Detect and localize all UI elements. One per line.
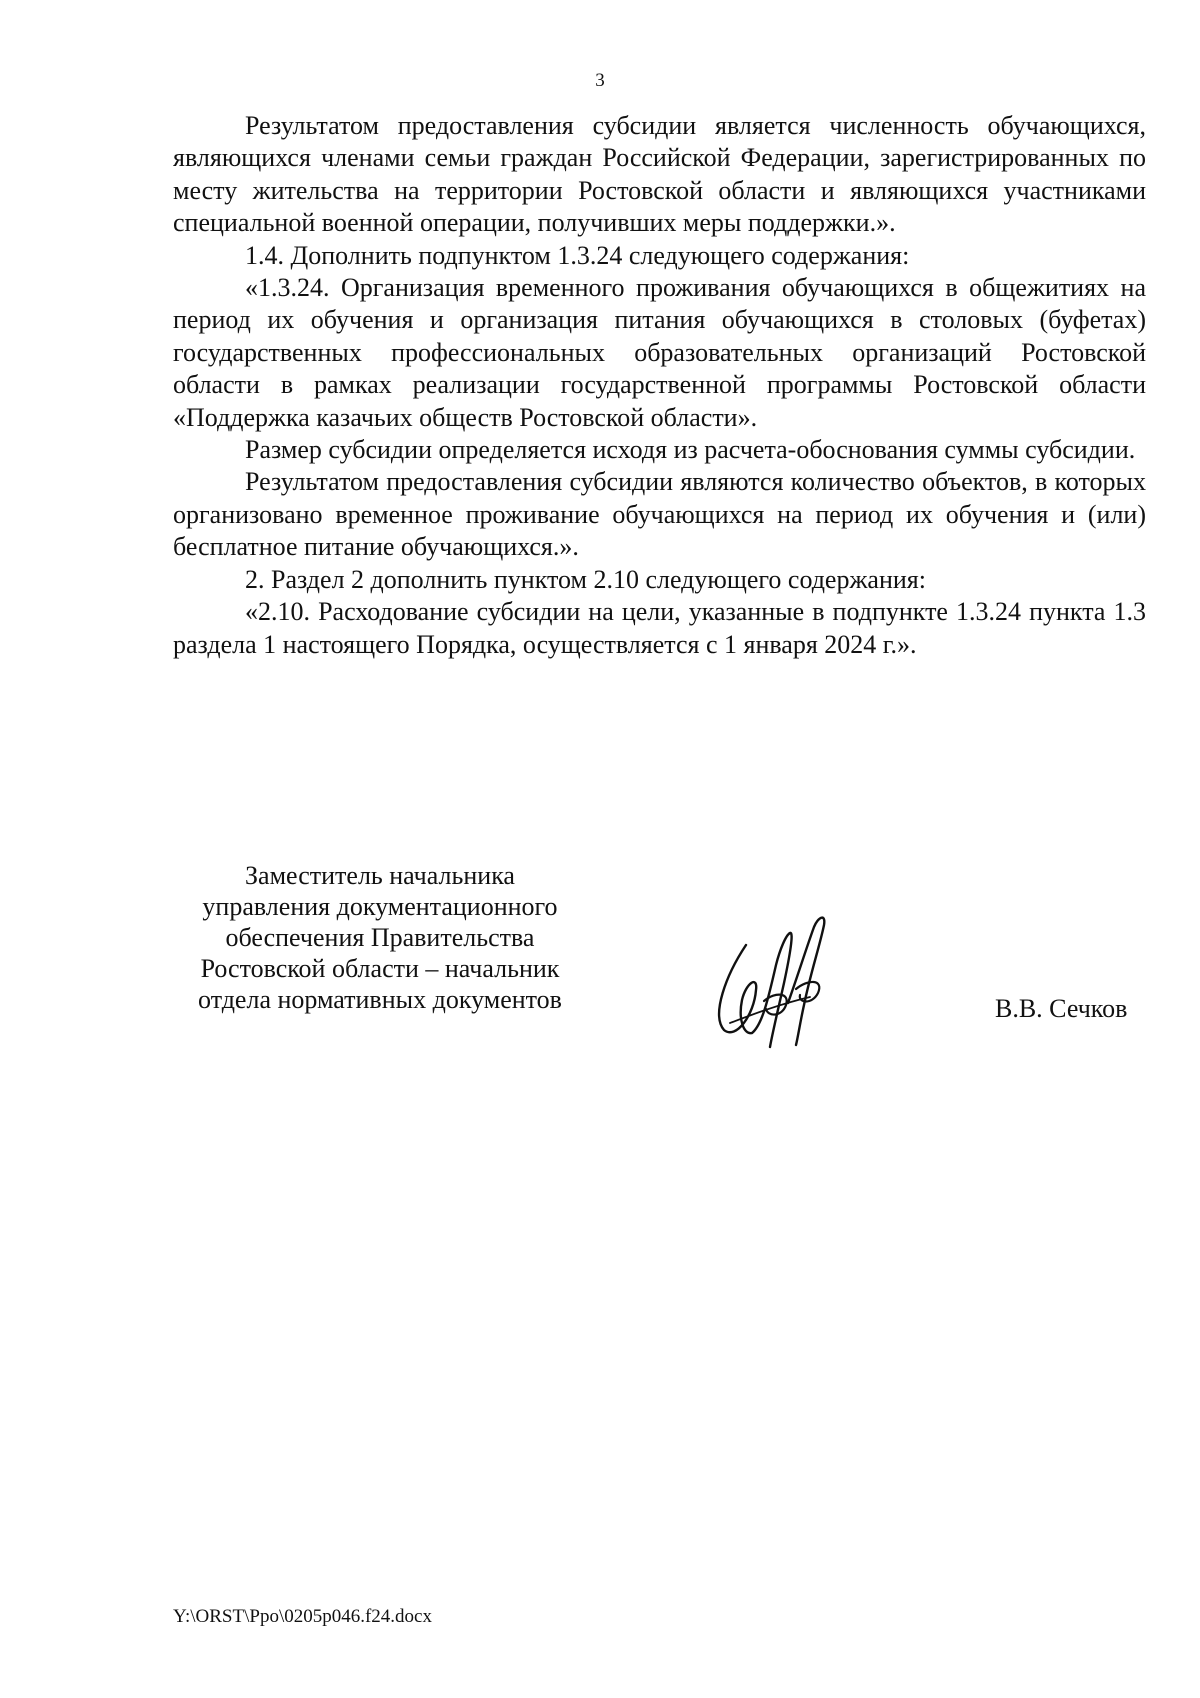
paragraph-subsidy-outcome: Результатом предоставления субсидии являются количество объектов, в которых организовано временное проживание обучающихся на период их обучения и (или) бесплатное питание обучающихся.». bbox=[173, 467, 1146, 562]
file-path-footer: Y:\ORST\Ppo\0205p046.f24.docx bbox=[173, 1606, 432, 1627]
signatory-title-line: управления документационного bbox=[202, 892, 558, 921]
signatory-title-line: обеспечения Правительства bbox=[225, 923, 535, 952]
paragraph-subsidy-result: Результатом предоставления субсидии является численность обучающихся, являющихся членами семьи граждан Российской Федерации, зарегистрированных по месту жительства на территории Ростовской области и являющихся участниками специальной военной операции, получивших меры поддержки.». bbox=[173, 111, 1146, 238]
signatory-title-line: Ростовской области – начальник bbox=[200, 954, 560, 983]
paragraph-subpoint-1-3-24: «1.3.24. Организация временного проживания обучающихся в общежитиях на период их обучения и организация питания обучающихся в столовых (буфетах) государственных профессиональных образовательных организаций Ростовской области в рамках реализации государственной программы Ростовской области «Поддержка казачьих обществ Ростовской области». bbox=[173, 273, 1146, 432]
signatory-title-line: отдела нормативных документов bbox=[198, 985, 562, 1014]
document-body bbox=[173, 110, 1146, 661]
paragraph-point-2-10: «2.10. Расходование субсидии на цели, указанные в подпункте 1.3.24 пункта 1.3 раздела 1 настоящего Порядка, осуществляется с 1 января 2024 г.». bbox=[173, 597, 1146, 659]
handwritten-signature bbox=[706, 905, 836, 1055]
paragraph-amendment-section-2: 2. Раздел 2 дополнить пунктом 2.10 следующего содержания: bbox=[245, 564, 926, 594]
page-number: 3 bbox=[595, 70, 605, 91]
signer-name: В.В. Сечков bbox=[995, 994, 1128, 1023]
signatory-title-line: Заместитель начальника bbox=[245, 861, 515, 890]
paragraph-subsidy-amount: Размер субсидии определяется исходя из расчета-обоснования суммы субсидии. bbox=[245, 435, 1136, 465]
paragraph-amendment-1-4: 1.4. Дополнить подпунктом 1.3.24 следующего содержания: bbox=[245, 240, 910, 270]
signatory-title bbox=[170, 860, 590, 1015]
